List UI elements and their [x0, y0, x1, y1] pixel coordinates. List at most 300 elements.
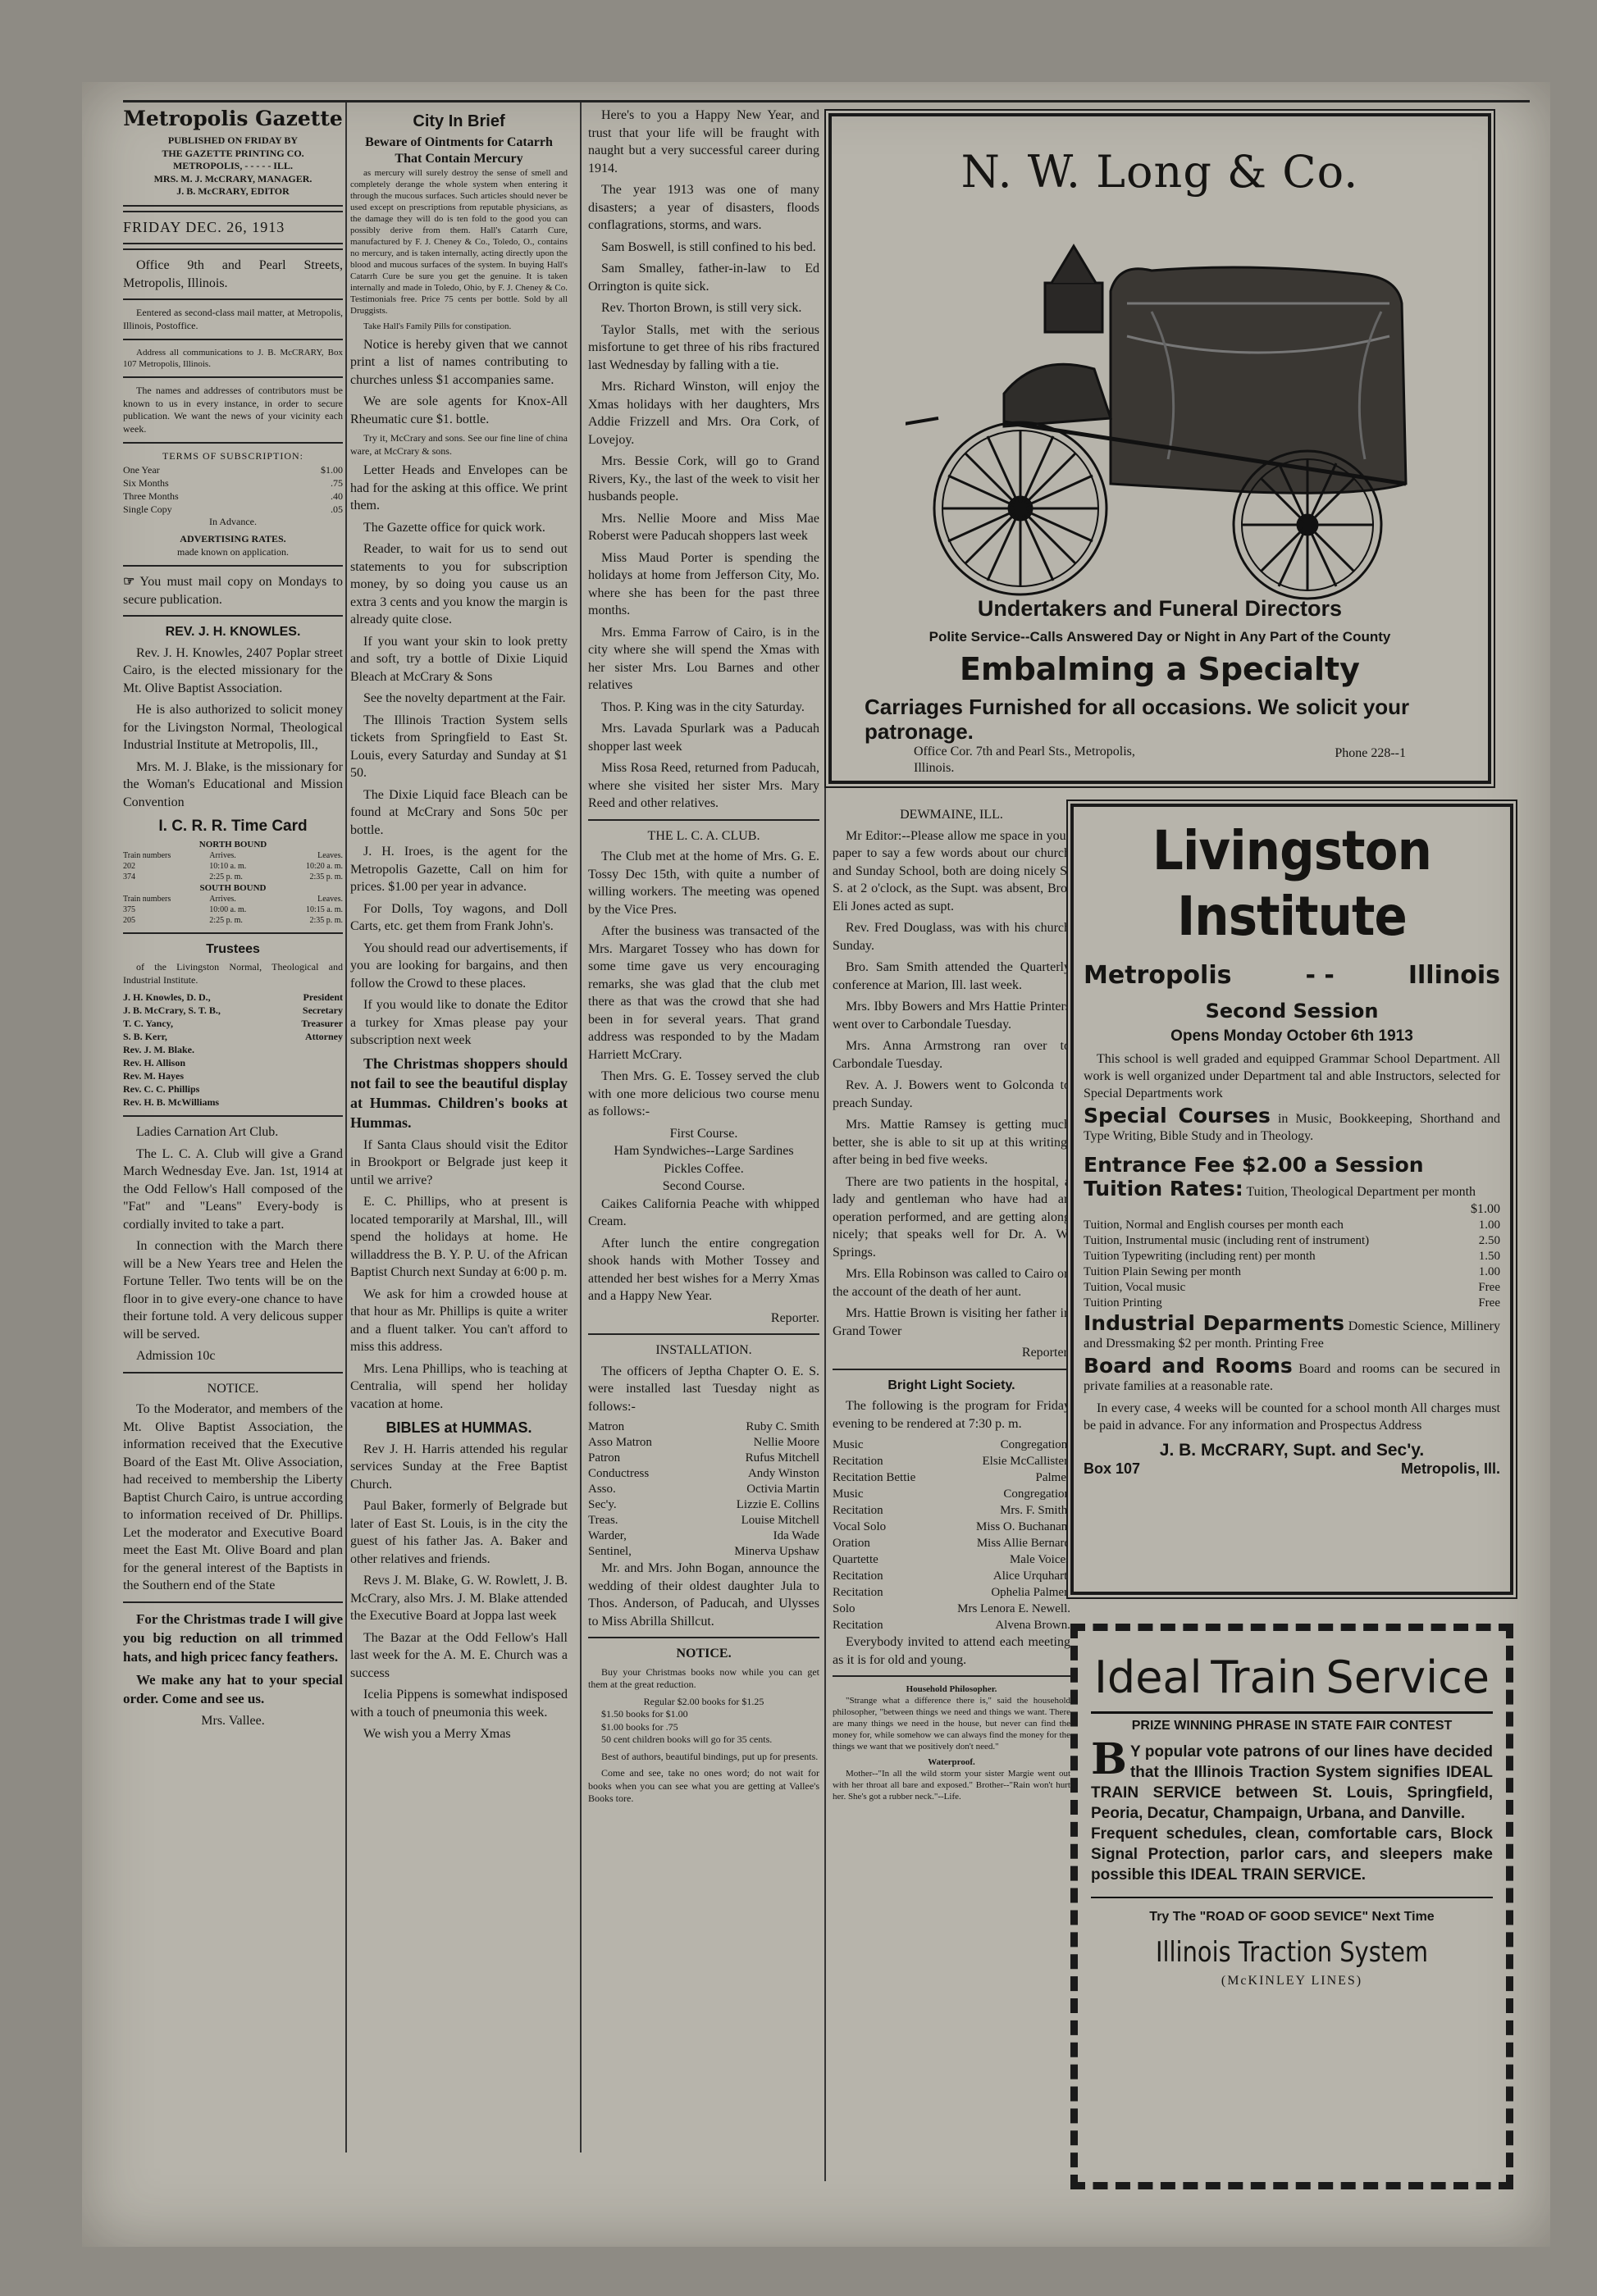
- program-item: Recitation: [833, 1569, 883, 1583]
- special-courses-text: in Music, Bookkeeping, Shorthand and Type Writing, Bible Study and in Theology.: [1084, 1112, 1501, 1143]
- program-who: Mrs Lenora E. Newell.: [957, 1602, 1070, 1615]
- trustees-intro: of the Livingston Normal, Theological and Industrial Institute.: [123, 961, 343, 986]
- lca-text: Then Mrs. G. E. Tossey served the club with one more delicious two course menu as follows:-: [588, 1069, 819, 1118]
- program-item: Oration: [833, 1537, 870, 1550]
- masthead-published: PUBLISHED ON FRIDAY BY: [167, 134, 299, 146]
- fee-price: 1.00: [1478, 1219, 1500, 1232]
- office-address: Office 9th and Pearl Streets, Metropolis, Illinois.: [123, 258, 343, 290]
- north-schedule: [123, 850, 343, 882]
- books-notice: Buy your Christmas books now while you can get them at the great reduction.: [588, 1665, 819, 1690]
- trustee-name: Rev. H. Allison: [123, 1057, 186, 1068]
- books-price: Regular $2.00 books for $1.25: [643, 1695, 764, 1707]
- livingston-intro: This school is well graded and equipped Grammar School Department. All work is well organized under Department tal and able Instructors, selected for Special Departments work: [1084, 1052, 1500, 1100]
- table-row: [588, 1497, 819, 1513]
- train-number: 202: [123, 861, 135, 871]
- program-who: Congregation.: [1000, 1438, 1070, 1451]
- issue-date: FRIDAY DEC. 26, 1913: [123, 218, 285, 235]
- books-price: 50 cent children books will go for 35 cents.: [601, 1733, 773, 1745]
- reporter: Reporter.: [1021, 1346, 1070, 1360]
- brief-item: The Illinois Traction System sells tickets from Springfield to East St. Louis, every Saturday and Sunday at $1 50.: [350, 713, 568, 780]
- carnation-title: Ladies Carnation Art Club.: [136, 1125, 279, 1139]
- table-row: [833, 1453, 1070, 1469]
- trustee-role: President: [303, 991, 343, 1003]
- long-co-office: Office Cor. 7th and Pearl Sts., Metropolis, Illinois.: [914, 745, 1135, 775]
- table-row: [833, 1437, 1070, 1453]
- news-item: Thos. P. King was in the city Saturday.: [601, 699, 805, 714]
- knowles-text: He is also authorized to solicit money for the Livingston Normal, Theological Industrial Institute at Metropolis, Ill.,: [123, 703, 343, 752]
- waterproof-heading: Waterproof.: [928, 1757, 975, 1767]
- south-bound: SOUTH BOUND: [199, 882, 267, 893]
- news-item: Mrs. Nellie Moore and Miss Mae Roberst were Paducah shoppers last week: [588, 511, 819, 543]
- table-row: [588, 1466, 819, 1482]
- table-row: [123, 476, 343, 490]
- top-rule: [123, 100, 1530, 102]
- ideal-train-advertisement: [1070, 1624, 1513, 2189]
- train-number: 205: [123, 915, 135, 925]
- divider: [123, 565, 343, 567]
- prize-phrase: PRIZE WINNING PHRASE IN STATE FAIR CONTEST: [1131, 1719, 1453, 1733]
- christmas-trade: For the Christmas trade I will give you big reduction on all trimmed hats, and high pricec fancy feathers.: [123, 1610, 343, 1665]
- leaves: 2:35 p. m.: [309, 872, 343, 882]
- trustee-role: [277, 1043, 343, 1056]
- rate-label: One Year: [123, 463, 160, 476]
- divider: [123, 615, 343, 617]
- train-number: 375: [123, 904, 135, 914]
- list-item: [123, 1082, 343, 1096]
- table-row: [123, 463, 343, 476]
- masthead-editor: J. B. McCRARY, EDITOR: [176, 185, 290, 197]
- officers-table: [588, 1419, 819, 1560]
- rate-label: Three Months: [123, 490, 179, 502]
- lca-text: The Club met at the home of Mrs. G. E. Tossy Dec 15th, with quite a number of willing workers. The meeting was opened by the Vice Pres.: [588, 850, 819, 917]
- list-item: [123, 1096, 343, 1109]
- christmas-shoppers: The Christmas shoppers should not fail to see the beautiful display at Hummas. Children's books at Hummas.: [350, 1055, 568, 1131]
- divider: [123, 1601, 343, 1603]
- fee-price: Free: [1478, 1281, 1500, 1294]
- table-row: [1084, 1264, 1500, 1280]
- south-schedule: [123, 894, 343, 926]
- knowles-text: Rev. J. H. Knowles, 2407 Poplar street Cairo, is the elected missionary for the Mt. Olive Baptist Association.: [123, 645, 343, 695]
- column-3: [588, 107, 819, 1810]
- office: Asso Matron: [588, 1436, 652, 1449]
- office: Matron: [588, 1420, 625, 1433]
- divider: [1091, 1711, 1493, 1714]
- city-dash: - -: [1305, 961, 1335, 990]
- rate-price: .40: [331, 490, 343, 502]
- train-word: Train: [1211, 1651, 1317, 1703]
- news-item: Miss Maud Porter is spending the holidays at home from Jefferson City, Mo. where she has been for the past three months.: [588, 550, 819, 617]
- installation-text: The officers of Jeptha Chapter O. E. S. were installed last Tuesday night as follows:-: [588, 1364, 819, 1414]
- books-notice-heading: NOTICE.: [676, 1647, 732, 1660]
- rate-label: Single Copy: [123, 503, 172, 515]
- officer-name: Nellie Moore: [753, 1436, 819, 1449]
- train-number: 374: [123, 872, 135, 882]
- tuition-price: $1.00: [1471, 1202, 1500, 1216]
- office: Treas.: [588, 1514, 618, 1527]
- list-item: [123, 1069, 343, 1082]
- north-bound: NORTH BOUND: [198, 839, 267, 850]
- office: Warder,: [588, 1529, 627, 1542]
- brief-item: The Bazar at the Odd Fellow's Hall last week for the A. M. E. Church was a success: [350, 1630, 568, 1680]
- opens: Opens Monday October 6th 1913: [1170, 1027, 1413, 1045]
- divider: [123, 339, 343, 340]
- brief-item: Try it, McCrary and sons. See our fine line of china ware, at McCrary & sons.: [350, 432, 568, 457]
- fee-price: 2.50: [1478, 1234, 1500, 1247]
- fee-label: Tuition, Normal and English courses per month each: [1084, 1219, 1344, 1232]
- first-course: First Course.: [669, 1126, 738, 1141]
- leaves: 10:20 a. m.: [306, 861, 343, 871]
- divider: [588, 1333, 819, 1335]
- program-who: Miss O. Buchanan.: [976, 1520, 1070, 1533]
- trustee-name: Rev. J. M. Blake.: [123, 1044, 194, 1055]
- trustee-name: Rev. C. C. Phillips: [123, 1083, 200, 1095]
- dewmaine-item: Mrs. Ella Robinson was called to Cairo on the account of the death of her aunt.: [833, 1267, 1070, 1299]
- brief-item: If you want your skin to look pretty and soft, try a bottle of Dixie Liquid Bleach at McCrary & Sons: [350, 634, 568, 684]
- dewmaine-heading: DEWMAINE, ILL.: [900, 808, 1003, 822]
- brief-item: We wish you a Merry Xmas: [363, 1727, 511, 1741]
- news-item: Taylor Stalls, met with the serious misfortune to get three of his ribs fractured last Wednesday by falling with a tie.: [588, 322, 819, 372]
- mckinley-lines: (McKINLEY LINES): [1221, 1974, 1363, 1988]
- service-word: Service: [1326, 1651, 1490, 1703]
- pills-text: Take Hall's Family Pills for constipation.: [363, 321, 512, 331]
- brief-item: See the novelty department at the Fair.: [363, 691, 566, 705]
- brief-item: Revs J. M. Blake, G. W. Rowlett, J. B. McCrary, also Mrs. J. M. Blake attended the Executive Board at Joppa last week: [350, 1574, 568, 1623]
- knowles-heading: REV. J. H. KNOWLES.: [165, 625, 301, 639]
- column-1: [123, 107, 343, 1733]
- names-notice: The names and addresses of contributors must be known to us in every instance, in order to secure publication. We want the news of your vicinity each week.: [123, 385, 343, 435]
- program-item: Vocal Solo: [833, 1520, 887, 1533]
- program-item: Music: [833, 1487, 864, 1501]
- fee-price: 1.00: [1478, 1265, 1500, 1278]
- wedding-text: Mr. and Mrs. John Bogan, announce the wedding of their oldest daughter Jula to Thos. Anderson, of Paducah, and Ulysses to Miss Abrilla Shillcut.: [588, 1561, 819, 1629]
- arrives: 10:00 a. m.: [209, 904, 247, 914]
- dewmaine-item: Mrs. Anna Armstrong ran over to Carbondale Tuesday.: [833, 1039, 1070, 1071]
- divider: [123, 205, 343, 212]
- divider: [123, 442, 343, 444]
- long-co-line1: Undertakers and Funeral Directors: [977, 596, 1343, 621]
- table-row: [833, 1486, 1070, 1502]
- divider: [588, 1637, 819, 1638]
- installation-heading: INSTALLATION.: [655, 1343, 752, 1357]
- leaves: 2:35 p. m.: [309, 915, 343, 925]
- dewmaine-item: Mr Editor:--Please allow me space in your paper to say a few words about our church and Sunday School, both are doing nicely S. S. at 2 o'clock, as the Supt. was absent, Bro. Eli Jones acted as supt.: [833, 828, 1070, 913]
- table-row: [123, 872, 343, 882]
- books-price: $1.00 books for .75: [601, 1720, 678, 1733]
- brief-item: The Gazette office for quick work.: [363, 520, 545, 535]
- column-4: [833, 800, 1070, 1806]
- brief-item: If Santa Claus should visit the Editor in Brookport or Belgrade just keep it until we arrive?: [350, 1137, 568, 1187]
- box-line: [1084, 1460, 1500, 1478]
- divider: [123, 376, 343, 378]
- box: Box 107: [1084, 1460, 1141, 1477]
- copy-notice: You must mail copy on Mondays to secure publication.: [123, 575, 343, 607]
- city-right: Illinois: [1408, 961, 1500, 990]
- board-rooms: [1084, 1354, 1500, 1395]
- menu-line: Ham Syndwiches--Large Sardines: [614, 1144, 794, 1158]
- time-card-heading: I. C. R. R. Time Card: [158, 818, 308, 835]
- trustee-name: T. C. Yancy,: [123, 1018, 174, 1029]
- pointing-hand-icon: ☞: [123, 575, 135, 589]
- table-row: [588, 1419, 819, 1435]
- session: Second Session: [1205, 1000, 1379, 1023]
- program-item: Recitation Bettie: [833, 1471, 916, 1484]
- city-left: Metropolis: [1084, 961, 1232, 990]
- arrives: 2:25 p. m.: [209, 872, 243, 882]
- brief-item: Reader, to wait for us to send out statements to you for subscription money, by so doing you cause us an extra 3 cents and you know the margin is already quite close.: [350, 542, 568, 626]
- table-row: [833, 1535, 1070, 1551]
- second-course: Second Course.: [662, 1179, 746, 1193]
- rates-table: [123, 463, 343, 516]
- table-row: [833, 1519, 1070, 1535]
- news-item: Mrs. Lavada Spurlark was a Paducah shopper last week: [588, 722, 819, 754]
- fee-label: Tuition Plain Sewing per month: [1084, 1265, 1241, 1278]
- table-row: [1084, 1218, 1500, 1233]
- dewmaine-item: Mrs. Hattie Brown is visiting her father in Grand Tower: [833, 1306, 1070, 1338]
- livingston-location: [1084, 961, 1500, 990]
- metropolis: Metropolis, Ill.: [1400, 1460, 1500, 1477]
- tuition-rates: [1084, 1177, 1500, 1216]
- program-who: Palmer: [1035, 1471, 1070, 1484]
- entered-notice: Eentered as second-class mail matter, at Metropolis, Illinois, Postoffice.: [123, 307, 343, 331]
- divider: [123, 932, 343, 934]
- blake-text: Mrs. M. J. Blake, is the missionary for the Woman's Educational and Mission Convention: [123, 759, 343, 809]
- masthead-manager: MRS. M. J. McCRARY, MANAGER.: [153, 172, 313, 184]
- table-row: [833, 1601, 1070, 1617]
- trustee-name: S. B. Kerr,: [123, 1031, 167, 1042]
- catarrh-text: as mercury will surely destroy the sense of smell and completely derange the whole system when entering it through the mucous surfaces. Such articles should never be used except on prescriptions from reputable physicians, as the damage they will do is ten fold to the good you can possibly derive from them. Hall's Catarrh Cure, manufactured by F. J. Cheney & Co., Toledo, O., contains no mercury, and is taken internally, acting directly upon the blood and mucous surfaces of the system. In buying Hall's Catarrh Cure be sure you get the genuine. It is taken internally and made in Toledo, Ohio, by F. J. Cheney & Co. Testimonials free. Price 75 cents per bottle. Sold by all Druggists.: [350, 167, 568, 316]
- long-co-advertisement: [828, 113, 1491, 784]
- fee-price: 1.50: [1478, 1250, 1500, 1263]
- program-item: Quartette: [833, 1553, 878, 1566]
- column-rule: [824, 787, 826, 2181]
- waterproof-text: Mother--"In all the wild storm your sister Margie went out with her throat all bare and exposed." Brother--"Rain won't hurt her. She's got a rubber neck."--Life.: [833, 1769, 1070, 1802]
- program-item: Music: [833, 1438, 864, 1451]
- table-row: [588, 1435, 819, 1451]
- brief-item: We are sole agents for Knox-All Rheumatic cure $1. bottle.: [350, 394, 568, 426]
- ideal-body: [1091, 1734, 1493, 1824]
- livingston-advertisement: [1070, 804, 1513, 1595]
- dewmaine-item: There are two patients in the hospital, a lady and gentleman who have had an operation performed, and are getting along nicely; that speaks well for Dr. A. W. Springs.: [833, 1174, 1070, 1260]
- trustee-role: [277, 1082, 343, 1096]
- lca-text: After the business was transacted of the Mrs. Margaret Tossey who has down for some time gave us very encouraging remarks, she was glad that the club met there as that was the crowd that she had been in for several years. That grand address was responded to by the Madam Harriett McCrary.: [588, 924, 819, 1062]
- leaves: 10:15 a. m.: [306, 904, 343, 914]
- table-row: [588, 1482, 819, 1497]
- officer-name: Minerva Upshaw: [734, 1545, 819, 1558]
- table-row: [588, 1451, 819, 1466]
- brief-item: Notice is hereby given that we cannot print a list of names contributing to churches unless $1 accompanies same.: [350, 337, 568, 387]
- table-row: [123, 503, 343, 516]
- ideal-word: Ideal: [1094, 1651, 1202, 1703]
- divider: [123, 1115, 343, 1117]
- table-row: [588, 1513, 819, 1528]
- trustee-role: [277, 1069, 343, 1082]
- livingston-title: Livingston Institute: [1152, 819, 1431, 948]
- divider: [833, 1675, 1070, 1677]
- table-row: [833, 1584, 1070, 1601]
- books-notice: Come and see, take no ones word; do not wait for books when you can see what you are getting at Vallee's Books tore.: [588, 1767, 819, 1804]
- officer-name: Octivia Martin: [746, 1483, 819, 1496]
- menu-line: Caikes California Peache with whipped Cream.: [588, 1196, 819, 1228]
- trustees-heading: Trustees: [206, 941, 260, 956]
- trustee-role: Secretary: [302, 1004, 343, 1016]
- table-row: [833, 1469, 1070, 1486]
- program-item: Recitation: [833, 1455, 883, 1468]
- brief-item: Paul Baker, formerly of Belgrade but later of East St. Louis, is in the city the guest of his father Jas. A. Baker and other relatives and friends.: [350, 1499, 568, 1566]
- table-row: [1084, 1296, 1500, 1311]
- arrives: 10:10 a. m.: [209, 861, 247, 871]
- brief-item: J. H. Iroes, is the agent for the Metropolis Gazette, Call on him for prices. $1.00 per year in advance.: [350, 845, 568, 894]
- divider: [123, 298, 343, 300]
- entrance-fee: Entrance Fee $2.00 a Session: [1084, 1153, 1424, 1177]
- list-item: [123, 1017, 343, 1030]
- ideal-body-text: Y popular vote patrons of our lines have decided that the Illinois Traction System signifies IDEAL TRAIN SERVICE between St. Louis, Springfield, Peoria, Decatur, Champaign, Urbana, and Danville.: [1091, 1743, 1493, 1822]
- ideal-body-2: Frequent schedules, clean, comfortable cars, Block Signal Protection, parlor cars, and sleepers make possible this IDEAL TRAIN SERVICE.: [1091, 1825, 1493, 1884]
- special-courses: [1084, 1104, 1501, 1145]
- office: Asso.: [588, 1483, 616, 1496]
- trustee-role: [277, 1056, 343, 1069]
- office: Conductress: [588, 1467, 650, 1480]
- program-who: Congregation: [1003, 1487, 1070, 1501]
- fee-label: Tuition Printing: [1084, 1296, 1162, 1310]
- tuition-text: Tuition, Theological Department per month: [1246, 1185, 1476, 1199]
- fee-price: Free: [1478, 1296, 1500, 1310]
- rate-price: .05: [331, 503, 343, 515]
- every-case: In every case, 4 weeks will be counted for a school month All charges must be paid in advance. For any information and Prospectus Address: [1084, 1401, 1500, 1433]
- dewmaine-item: Bro. Sam Smith attended the Quarterly conference at Marion, Ill. last week.: [833, 960, 1070, 992]
- program-item: Recitation: [833, 1504, 883, 1517]
- fees-table: [1084, 1218, 1500, 1311]
- trustee-role: [277, 1096, 343, 1109]
- fee-label: Tuition Typewriting (including rent) per month: [1084, 1250, 1316, 1263]
- lca-text: After lunch the entire congregation shook hands with Mother Tossey and attended her best wishes for a Merry Xmas and a Happy New Year.: [588, 1236, 819, 1303]
- special-order: We make any hat to your special order. Come and see us.: [123, 1671, 343, 1706]
- brief-item: If you would like to donate the Editor a turkey for Xmas please pay your subscription next week: [350, 998, 568, 1047]
- program-who: Alice Urquhart.: [992, 1569, 1070, 1583]
- books-notice: Best of authors, beautiful bindings, put up for presents.: [601, 1750, 819, 1762]
- ideal-title: [1091, 1649, 1493, 1706]
- program-item: Recitation: [833, 1619, 883, 1632]
- news-item: Rev. Thorton Brown, is still very sick.: [601, 301, 802, 315]
- divider: [1091, 1897, 1493, 1898]
- terms-title: TERMS OF SUBSCRIPTION:: [162, 450, 304, 462]
- mccrary-signature: J. B. McCRARY, Supt. and Sec'y.: [1159, 1441, 1425, 1460]
- dewmaine-item: Rev. A. J. Bowers went to Golconda to preach Sunday.: [833, 1078, 1070, 1110]
- table-row: [123, 894, 343, 904]
- list-item: [123, 1004, 343, 1017]
- dewmaine-item: Mrs. Mattie Ramsey is getting much better, she is able to sit up at this writing, after being in bed five weeks.: [833, 1118, 1070, 1167]
- news-item: Miss Rosa Reed, returned from Paducah, where she visited her sister Mrs. Mary Reed and other relatives.: [588, 761, 819, 810]
- office: Sec'y.: [588, 1498, 617, 1511]
- hearse-carriage-icon: [906, 213, 1430, 623]
- reporter: Reporter.: [770, 1310, 819, 1325]
- trustee-name: J. H. Knowles, D. D.,: [123, 991, 211, 1003]
- column-rule: [580, 102, 582, 2152]
- address-notice: Address all communications to J. B. McCRARY, Box 107 Metropolis, Illinois.: [123, 348, 343, 369]
- divider: [588, 819, 819, 821]
- dewmaine-item: Rev. Fred Douglass, was with his church Sunday.: [833, 921, 1070, 953]
- trustee-role: Treasurer: [301, 1018, 343, 1029]
- masthead-company: THE GAZETTE PRINTING CO.: [162, 147, 304, 159]
- board-text: Board and rooms can be secured in private families at a reasonable rate.: [1084, 1362, 1500, 1393]
- officer-name: Ida Wade: [773, 1529, 819, 1542]
- table-row: [123, 904, 343, 915]
- program-who: Male Voices: [1009, 1553, 1070, 1566]
- dewmaine-item: Mrs. Ibby Bowers and Mrs Hattie Printers went over to Carbondale Tuesday.: [833, 1000, 1070, 1032]
- masthead-title: Metropolis Gazette: [123, 107, 343, 130]
- vallee-signature: Mrs. Vallee.: [201, 1713, 265, 1728]
- bright-light-text: Everybody invited to attend each meeting as it is for old and young.: [833, 1635, 1070, 1667]
- column-rule: [345, 102, 347, 2152]
- news-item: Mrs. Emma Farrow of Cairo, is in the city where she will spend the Xmas with her sister Mrs. Lou Barnes and other relatives: [588, 625, 819, 692]
- program-table: [833, 1437, 1070, 1633]
- officer-name: Ruby C. Smith: [746, 1420, 819, 1433]
- notice-heading: NOTICE.: [207, 1381, 259, 1396]
- divider: [123, 243, 343, 250]
- rate-price: $1.00: [321, 463, 343, 476]
- advertising-rates: ADVERTISING RATES.: [180, 533, 286, 544]
- news-item: Sam Boswell, is still confined to his bed.: [601, 239, 816, 254]
- table-row: [833, 1551, 1070, 1568]
- list-item: [123, 1043, 343, 1056]
- program-who: Alvena Brown.: [995, 1619, 1070, 1632]
- menu-line: Pickles Coffee.: [664, 1161, 744, 1176]
- board-label: Board and Rooms: [1084, 1354, 1293, 1378]
- special-courses-label: Special Courses: [1084, 1104, 1271, 1128]
- program-item: Recitation: [833, 1586, 883, 1599]
- col-header: Arrives.: [209, 894, 236, 904]
- table-row: [588, 1528, 819, 1544]
- fee-label: Tuition, Instrumental music (including rent of instrument): [1084, 1234, 1370, 1247]
- trustees-list: [123, 991, 343, 1109]
- brief-item: Icelia Pippens is somewhat indisposed with a touch of pneumonia this week.: [350, 1688, 568, 1720]
- program-who: Ophelia Palmer.: [991, 1586, 1070, 1599]
- table-row: [588, 1544, 819, 1560]
- long-co-line2: Polite Service--Calls Answered Day or Night in Any Part of the County: [929, 629, 1391, 645]
- news-item: Mrs. Richard Winston, will enjoy the Xmas holidays with her daughters, Mrs Addie Frizzell and Mrs. Ora Cork, of Lovejoy.: [588, 380, 819, 447]
- table-row: [123, 915, 343, 926]
- traction-system: Illinois Traction System: [1155, 1936, 1429, 1969]
- advertising-known: made known on application.: [177, 545, 289, 558]
- brief-item: For Dolls, Toy wagons, and Doll Carts, etc. get them from Frank John's.: [350, 901, 568, 933]
- ointments-subheading: Beware of Ointments for Catarrh That Contain Mercury: [365, 134, 553, 166]
- admission: Admission 10c: [136, 1349, 216, 1363]
- city-in-brief-heading: City In Brief: [413, 112, 505, 130]
- drop-cap: B: [1091, 1734, 1127, 1784]
- news-item: The year 1913 was one of many disasters; a year of disasters, floods conflagrations, storms, and wars.: [588, 183, 819, 232]
- long-co-title: N. W. Long & Co.: [960, 146, 1359, 198]
- brief-item: The Dixie Liquid face Bleach can be found at McCrary and Sons 50c per bottle.: [350, 787, 568, 837]
- list-item: [123, 991, 343, 1004]
- trustee-name: Rev. M. Hayes: [123, 1070, 184, 1082]
- brief-item: E. C. Phillips, who at present is located temporarily at Marshal, Ill., will spend the holidays at home. He willaddress the B. Y. P. U. of the African Baptist Church next Sunday at 6:00 p. m.: [350, 1195, 568, 1279]
- table-row: [833, 1502, 1070, 1519]
- divider: [833, 1369, 1070, 1370]
- books-price: $1.50 books for $1.00: [601, 1708, 688, 1720]
- list-item: [123, 1030, 343, 1043]
- trustee-name: J. B. McCrary, S. T. B.,: [123, 1004, 221, 1016]
- table-row: [1084, 1249, 1500, 1264]
- bright-light-heading: Bright Light Society.: [887, 1378, 1015, 1392]
- bright-light-text: The following is the program for Friday evening to be rendered at 7:30 p. m.: [833, 1399, 1070, 1431]
- long-co-line3: Embalming a Specialty: [960, 651, 1360, 687]
- bibles-heading: BIBLES at HUMMAS.: [386, 1419, 532, 1436]
- table-row: [833, 1617, 1070, 1633]
- rate-label: Six Months: [123, 476, 169, 489]
- brief-item: You should read our advertisements, if you are looking for bargains, and then follow the Crowd to these places.: [350, 941, 568, 991]
- program-who: Elsie McCallister.: [982, 1455, 1070, 1468]
- table-row: [1084, 1233, 1500, 1249]
- table-row: [123, 850, 343, 861]
